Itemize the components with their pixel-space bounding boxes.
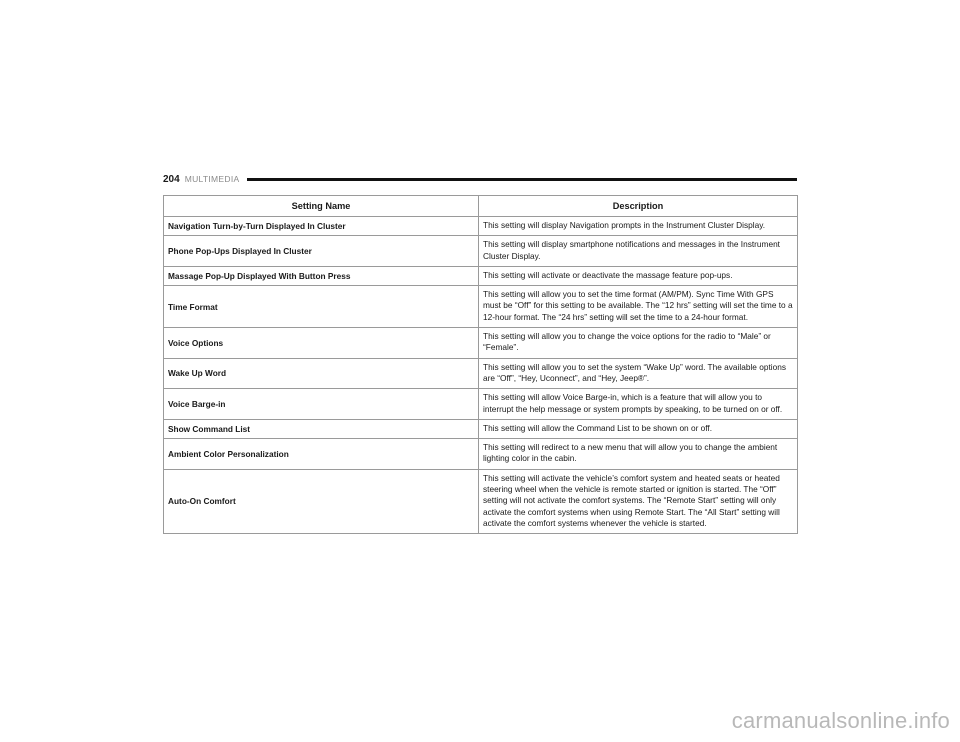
page-header	[163, 172, 797, 186]
description-cell: This setting will allow Voice Barge-in, which is a feature that will allow you to interrupt the help message or system prompts by speaking, to be turned on or off.	[479, 389, 798, 420]
description-cell: This setting will display Navigation prompts in the Instrument Cluster Display.	[479, 217, 798, 236]
table-row	[164, 389, 798, 420]
setting-name-cell: Massage Pop-Up Displayed With Button Press	[164, 266, 479, 285]
table-row	[164, 419, 798, 438]
table-row	[164, 328, 798, 359]
setting-name-cell: Auto-On Comfort	[164, 469, 479, 533]
header-rule	[247, 178, 797, 181]
description-cell: This setting will allow you to change the voice options for the radio to “Male” or “Female”.	[479, 328, 798, 359]
watermark: carmanualsonline.info	[731, 708, 950, 733]
settings-table	[163, 195, 798, 534]
page-number: 204	[163, 173, 180, 185]
table-row	[164, 266, 798, 285]
description-cell: This setting will redirect to a new menu that will allow you to change the ambient lighting color in the cabin.	[479, 439, 798, 470]
description-cell: This setting will allow you to set the system “Wake Up” word. The available options are “Off”, “Hey, Uconnect”, and “Hey, Jeep®”.	[479, 358, 798, 389]
description-cell: This setting will allow the Command List to be shown on or off.	[479, 419, 798, 438]
description-cell: This setting will activate or deactivate the massage feature pop-ups.	[479, 266, 798, 285]
table-header-row	[164, 196, 798, 217]
section-title: MULTIMEDIA	[184, 174, 240, 184]
description-cell: This setting will display smartphone notifications and messages in the Instrument Cluster Display.	[479, 236, 798, 267]
setting-name-cell: Phone Pop-Ups Displayed In Cluster	[164, 236, 479, 267]
setting-name-cell: Time Format	[164, 286, 479, 328]
column-header-setting-name: Setting Name	[164, 196, 479, 217]
column-header-description: Description	[479, 196, 798, 217]
setting-name-cell: Wake Up Word	[164, 358, 479, 389]
setting-name-cell: Navigation Turn-by-Turn Displayed In Cluster	[164, 217, 479, 236]
setting-name-cell: Show Command List	[164, 419, 479, 438]
table-row	[164, 439, 798, 470]
setting-name-cell: Ambient Color Personalization	[164, 439, 479, 470]
table-row	[164, 358, 798, 389]
table-row	[164, 286, 798, 328]
setting-name-cell: Voice Barge-in	[164, 389, 479, 420]
table-row	[164, 236, 798, 267]
table-row	[164, 469, 798, 533]
table-row	[164, 217, 798, 236]
setting-name-cell: Voice Options	[164, 328, 479, 359]
description-cell: This setting will allow you to set the time format (AM/PM). Sync Time With GPS must be “Off” for this setting to be available. The “12 hrs” setting will set the time to a 12-hour format. The “24 hrs” setting will set the time to a 24-hour format.	[479, 286, 798, 328]
description-cell: This setting will activate the vehicle’s comfort system and heated seats or heated steering wheel when the vehicle is remote started or ignition is started. The “Off” setting will not activate the comfort systems. The “Remote Start” setting will only activate the comfort systems when using Remote Start. The “All Start” setting will activate the comfort systems whenever the vehicle is started.	[479, 469, 798, 533]
